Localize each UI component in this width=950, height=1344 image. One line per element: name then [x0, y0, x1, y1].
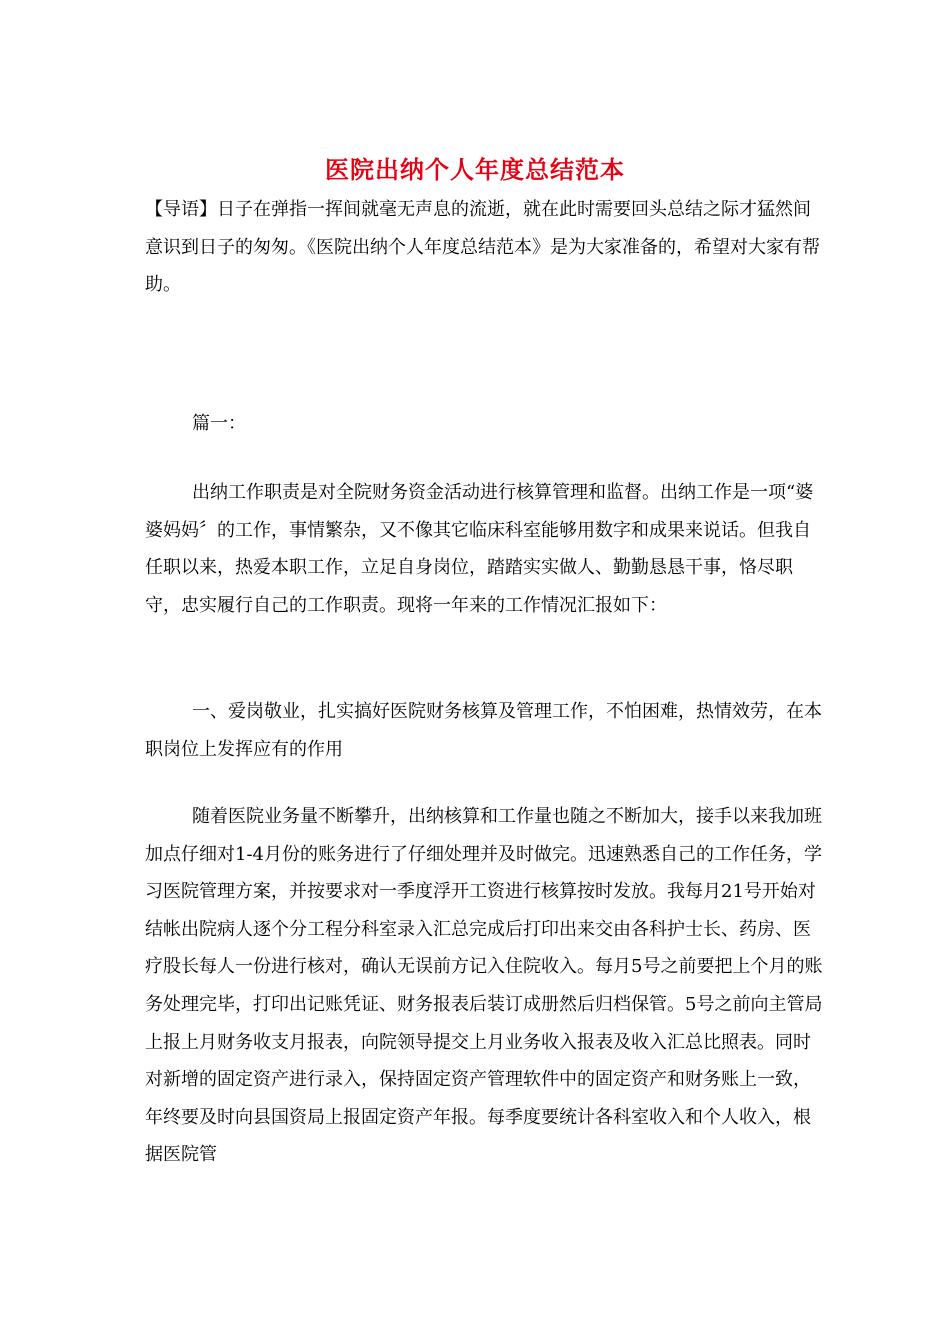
section-heading: 篇一： — [192, 413, 246, 434]
body-paragraph: 随着医院业务量不断攀升，出纳核算和工作量也随之不断加大，接手以来我加班加点仔细对1-4月份的账务进行了仔细处理并及时做完。迅速熟悉自己的工作任务，学习医院管理方案，并按要求对一季度浮开工资进行核算按时发放。我每月21号开始对结帐出院病人逐个分工程分科室录入汇总完成后打印出来交由各科护士长、药房、医疗股长每人一份进行核对，确认无误前方记入住院收入。每月5号之前要把上个月的账务处理完毕，打印出记账凭证、财务报表后装订成册然后归档保管。5号之前向主管局上报上月财务收支月报表，向院领导提交上月业务收入报表及收入汇总比照表。同时对新增的固定资产进行录入，保持固定资产管理软件中的固定资产和财务账上一致，年终要及时向县国资局上报固定资产年报。每季度要统计各科室收入和个人收入，根据医院管 — [145, 806, 823, 1166]
document-title: 医院出纳个人年度总结范本 — [325, 155, 625, 184]
body-paragraph: 一、爱岗敬业，扎实搞好医院财务核算及管理工作，不怕困难，热情效劳，在本职岗位上发挥应有的作用 — [145, 701, 822, 760]
intro-paragraph: 【导语】日子在弹指一挥间就毫无声息的流逝，就在此时需要回头总结之际才猛然间意识到日子的匆匆。《医院出纳个人年度总结范本》是为大家准备的，希望对大家有帮助。 — [145, 199, 820, 295]
body-paragraph: 出纳工作职责是对全院财务资金活动进行核算管理和监督。出纳工作是一项“婆婆妈妈〞的工作，事情繁杂，又不像其它临床科室能够用数字和成果来说话。但我自任职以来，热爱本职工作，立足自身岗位，踏踏实实做人、勤勤恳恳干事，恪尽职守，忠实履行自己的工作职责。现将一年来的工作情况汇报如下： — [145, 482, 814, 616]
